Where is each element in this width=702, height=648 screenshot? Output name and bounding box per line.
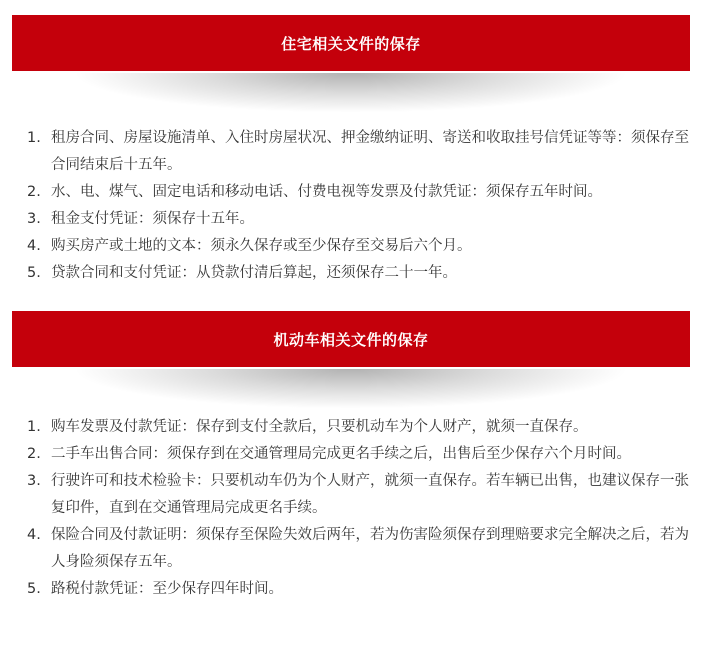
list-item bbox=[27, 179, 695, 206]
list-item-number: 5. bbox=[27, 581, 41, 597]
list-item-number: 4. bbox=[27, 527, 41, 543]
list-item-number: 1. bbox=[27, 419, 41, 435]
document-list bbox=[27, 414, 695, 603]
list-item-text: 贷款合同和支付凭证：从贷款付清后算起，还须保存二十一年。 bbox=[51, 265, 457, 281]
list-item-text: 购车发票及付款凭证：保存到支付全款后，只要机动车为个人财产，就须一直保存。 bbox=[51, 419, 588, 435]
list-item bbox=[27, 522, 695, 576]
list-item-text: 路税付款凭证：至少保存四年时间。 bbox=[51, 581, 283, 597]
list-item bbox=[27, 125, 695, 179]
list-item-text: 购买房产或土地的文本：须永久保存或至少保存至交易后六个月。 bbox=[51, 238, 472, 254]
list-item-number: 2. bbox=[27, 446, 41, 462]
list-item-text: 水、电、煤气、固定电话和移动电话、付费电视等发票及付款凭证：须保存五年时间。 bbox=[51, 184, 602, 200]
section-title: 住宅相关文件的保存 bbox=[12, 15, 690, 71]
list-item bbox=[27, 414, 695, 441]
banner-shadow bbox=[72, 73, 630, 113]
housing-documents-section bbox=[0, 15, 702, 281]
list-item-number: 1. bbox=[27, 130, 41, 146]
list-item-text: 租金支付凭证：须保存十五年。 bbox=[51, 211, 254, 227]
list-item bbox=[27, 260, 695, 287]
section-title: 机动车相关文件的保存 bbox=[12, 311, 690, 367]
banner-shadow bbox=[72, 369, 630, 409]
list-item-number: 3. bbox=[27, 211, 41, 227]
list-item bbox=[27, 468, 695, 522]
list-item-number: 3. bbox=[27, 473, 41, 489]
list-item bbox=[27, 206, 695, 233]
list-item-text: 二手车出售合同：须保存到在交通管理局完成更名手续之后，出售后至少保存六个月时间。 bbox=[51, 446, 631, 462]
list-item-number: 5. bbox=[27, 265, 41, 281]
vehicle-documents-section bbox=[0, 311, 702, 597]
list-item-number: 2. bbox=[27, 184, 41, 200]
section-banner bbox=[12, 311, 690, 367]
list-item-text: 租房合同、房屋设施清单、入住时房屋状况、押金缴纳证明、寄送和收取挂号信凭证等等：须保存至合同结束后十五年。 bbox=[51, 130, 689, 173]
list-item-text: 行驶许可和技术检验卡：只要机动车仍为个人财产，就须一直保存。若车辆已出售，也建议保存一张复印件，直到在交通管理局完成更名手续。 bbox=[51, 473, 689, 516]
list-item bbox=[27, 441, 695, 468]
list-item-text: 保险合同及付款证明：须保存至保险失效后两年，若为伤害险须保存到理赔要求完全解决之后，若为人身险须保存五年。 bbox=[51, 527, 689, 570]
list-item bbox=[27, 576, 695, 603]
document-list bbox=[27, 125, 695, 287]
list-item bbox=[27, 233, 695, 260]
section-banner bbox=[12, 15, 690, 71]
list-item-number: 4. bbox=[27, 238, 41, 254]
